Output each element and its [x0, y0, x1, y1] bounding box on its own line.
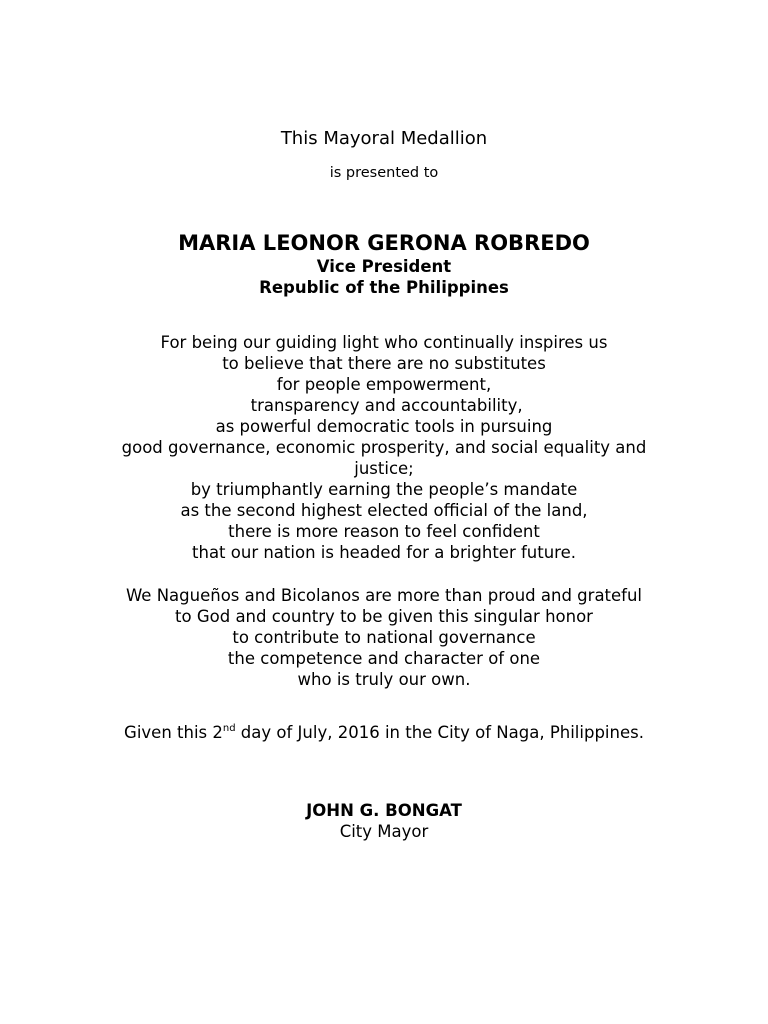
given-rest: day of July, 2016 in the City of Naga, Philippines. [235, 723, 644, 742]
citation-line: by triumphantly earning the people’s mandate [190, 480, 578, 499]
certificate-title: This Mayoral Medallion [280, 128, 488, 149]
signatory-title: City Mayor [339, 822, 429, 841]
gratitude-line: We Nagueños and Bicolanos are more than proud and grateful [125, 586, 643, 605]
citation-paragraph [0, 332, 768, 563]
given-ordinal-suffix: nd [222, 723, 236, 734]
citation-line: as the second highest elected official of the land, [180, 501, 588, 520]
citation-line: justice; [354, 459, 414, 478]
gratitude-line: to contribute to national governance [232, 628, 536, 647]
given-prefix: Given this 2 [124, 723, 223, 742]
gratitude-line: who is truly our own. [297, 670, 471, 689]
gratitude-paragraph [0, 585, 768, 690]
gratitude-line: to God and country to be given this singular honor [175, 607, 593, 626]
citation-line: that our nation is headed for a brighter future. [192, 543, 576, 562]
recipient-name: MARIA LEONOR GERONA ROBREDO [178, 231, 590, 255]
citation-line: for people empowerment, [276, 375, 492, 394]
presented-to-text: is presented to [329, 165, 439, 181]
citation-line: as powerful democratic tools in pursuing [215, 417, 553, 436]
citation-line: For being our guiding light who continually inspires us [160, 333, 608, 352]
signatory-name: JOHN G. BONGAT [306, 801, 462, 820]
given-date-line [0, 722, 768, 744]
recipient-position: Vice President [316, 257, 452, 276]
citation-line: to believe that there are no substitutes [222, 354, 546, 373]
recipient-office: Republic of the Philippines [259, 278, 509, 297]
citation-line: good governance, economic prosperity, and social equality and [121, 438, 647, 457]
citation-line: there is more reason to feel confident [228, 522, 540, 541]
gratitude-line: the competence and character of one [227, 649, 541, 668]
citation-line: transparency and accountability, [245, 396, 523, 415]
